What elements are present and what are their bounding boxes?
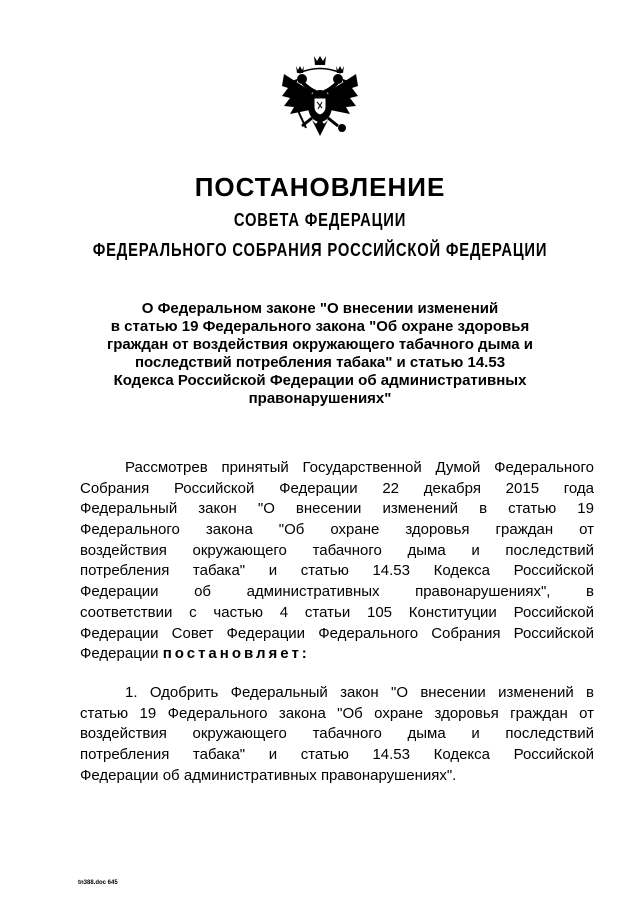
- resolves-keyword: постановляет:: [162, 645, 310, 663]
- item-line: потребления табака" и статью 14.53 Кодекса Российской: [80, 746, 594, 764]
- preamble-line: воздействия окружающего табачного дыма и последствий: [80, 541, 594, 559]
- subject-line: в статью 19 Федерального закона "Об охране здоровья: [110, 318, 530, 335]
- preamble-line: потребления табака" и статью 14.53 Кодекса Российской: [80, 562, 594, 580]
- preamble-line: Собрания Российской Федерации 22 декабря 2015 года: [80, 479, 594, 497]
- resolution-item-1: [80, 683, 594, 786]
- subject-line: правонарушениях": [248, 390, 392, 407]
- item-line: 1. Одобрить Федеральный закон "О внесении изменений в: [125, 684, 594, 701]
- issuing-body-line-2: ФЕДЕРАЛЬНОГО СОБРАНИЯ РОССИЙСКОЙ ФЕДЕРАЦИИ: [92, 240, 548, 260]
- preamble-line: Федерации Совет Федерации Федерального Собрания Российской: [80, 624, 594, 642]
- file-reference: tn388.doc 645: [78, 880, 118, 886]
- preamble-line: Федерального закона "Об охране здоровья граждан от: [80, 521, 594, 539]
- preamble-line: соответствии с частью 4 статьи 105 Конституции Российской: [80, 603, 594, 621]
- preamble-final-prefix: Федерации: [80, 645, 163, 663]
- subject-line: последствий потребления табака" и статью 14.53: [134, 354, 506, 371]
- preamble-line: Федерации об административных правонарушениях", в: [80, 583, 594, 601]
- subject-line: граждан от воздействия окружающего табачного дыма и: [106, 336, 534, 353]
- preamble-paragraph: [80, 458, 594, 665]
- issuing-body-line-1: СОВЕТА ФЕДЕРАЦИИ: [233, 210, 407, 230]
- item-line: Федерации об административных правонарушениях".: [80, 766, 457, 784]
- item-line: воздействия окружающего табачного дыма и последствий: [80, 725, 594, 743]
- preamble-line: Рассмотрев принятый Государственной Думой Федерального: [125, 459, 594, 476]
- preamble-line: Федеральный закон "О внесении изменений в статью 19: [80, 500, 594, 518]
- resolution-subject: [95, 300, 545, 408]
- preamble-final-line: [80, 644, 594, 665]
- document-type-title: ПОСТАНОВЛЕНИЕ: [194, 172, 446, 202]
- subject-line: О Федеральном законе "О внесении изменений: [141, 300, 499, 317]
- item-line: статью 19 Федерального закона "Об охране здоровья граждан от: [80, 704, 594, 722]
- coat-of-arms-icon: [276, 52, 364, 152]
- subject-line: Кодекса Российской Федерации об административных: [113, 372, 527, 389]
